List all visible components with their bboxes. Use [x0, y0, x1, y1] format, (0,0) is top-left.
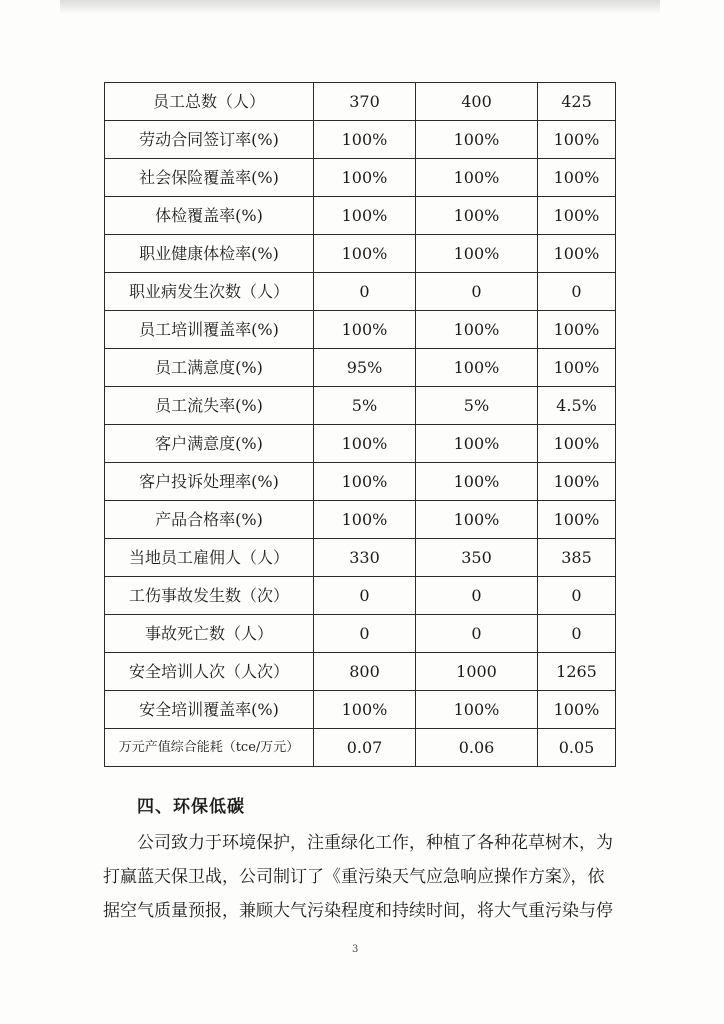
table-row	[105, 729, 616, 767]
table-row	[105, 653, 616, 691]
row-value-1: 100%	[314, 235, 416, 273]
row-value-1: 0	[314, 577, 416, 615]
row-value-2: 100%	[416, 691, 538, 729]
row-value-1: 95%	[314, 349, 416, 387]
table-row	[105, 577, 616, 615]
row-value-3: 0	[538, 615, 616, 653]
row-value-1: 0	[314, 615, 416, 653]
row-label: 事故死亡数（人）	[105, 615, 314, 653]
row-value-3: 100%	[538, 121, 616, 159]
table-row	[105, 349, 616, 387]
row-value-2: 0	[416, 577, 538, 615]
row-value-3: 4.5%	[538, 387, 616, 425]
row-value-3: 100%	[538, 235, 616, 273]
row-value-3: 100%	[538, 159, 616, 197]
row-value-1: 330	[314, 539, 416, 577]
scan-edge-shadow	[60, 0, 660, 14]
row-label: 员工流失率(%)	[105, 387, 314, 425]
row-value-3: 100%	[538, 691, 616, 729]
page-number: 3	[352, 944, 359, 955]
row-label: 产品合格率(%)	[105, 501, 314, 539]
table-row	[105, 425, 616, 463]
row-value-2: 400	[416, 83, 538, 121]
table-row	[105, 83, 616, 121]
row-value-1: 100%	[314, 311, 416, 349]
row-label: 员工总数（人）	[105, 83, 314, 121]
row-value-2: 100%	[416, 311, 538, 349]
row-label: 当地员工雇佣人（人）	[105, 539, 314, 577]
row-value-2: 0.06	[416, 729, 538, 767]
row-label: 客户满意度(%)	[105, 425, 314, 463]
row-value-3: 100%	[538, 501, 616, 539]
row-value-3: 0	[538, 577, 616, 615]
row-label: 员工满意度(%)	[105, 349, 314, 387]
row-value-2: 100%	[416, 235, 538, 273]
row-value-2: 100%	[416, 463, 538, 501]
row-label: 劳动合同签订率(%)	[105, 121, 314, 159]
row-value-1: 100%	[314, 197, 416, 235]
table-row	[105, 615, 616, 653]
row-value-3: 100%	[538, 349, 616, 387]
row-value-2: 100%	[416, 159, 538, 197]
row-value-2: 100%	[416, 349, 538, 387]
row-value-2: 1000	[416, 653, 538, 691]
table-row	[105, 235, 616, 273]
row-label: 安全培训覆盖率(%)	[105, 691, 314, 729]
row-value-2: 350	[416, 539, 538, 577]
row-label: 体检覆盖率(%)	[105, 197, 314, 235]
table-row	[105, 463, 616, 501]
row-value-2: 100%	[416, 197, 538, 235]
row-label: 职业病发生次数（人）	[105, 273, 314, 311]
row-value-3: 425	[538, 83, 616, 121]
row-value-1: 800	[314, 653, 416, 691]
row-label: 万元产值综合能耗（tce/万元）	[105, 729, 314, 767]
table-row	[105, 273, 616, 311]
table-row	[105, 159, 616, 197]
paragraph-line: 据空气质量预报，兼顾大气污染程度和持续时间，将大气重污染与停	[103, 901, 613, 921]
row-label: 员工培训覆盖率(%)	[105, 311, 314, 349]
row-value-1: 100%	[314, 121, 416, 159]
row-label: 安全培训人次（人次）	[105, 653, 314, 691]
table-row	[105, 387, 616, 425]
row-value-1: 0.07	[314, 729, 416, 767]
table-row	[105, 539, 616, 577]
row-value-2: 100%	[416, 425, 538, 463]
row-value-1: 5%	[314, 387, 416, 425]
table-row	[105, 311, 616, 349]
section-heading: 四、环保低碳	[137, 797, 245, 817]
row-value-2: 0	[416, 273, 538, 311]
table-row	[105, 197, 616, 235]
row-label: 社会保险覆盖率(%)	[105, 159, 314, 197]
row-value-3: 385	[538, 539, 616, 577]
row-value-1: 100%	[314, 501, 416, 539]
row-value-2: 0	[416, 615, 538, 653]
row-value-1: 100%	[314, 463, 416, 501]
row-label: 客户投诉处理率(%)	[105, 463, 314, 501]
row-value-1: 100%	[314, 425, 416, 463]
row-value-3: 0.05	[538, 729, 616, 767]
paragraph-line: 公司致力于环境保护，注重绿化工作，种植了各种花草树木，为	[137, 833, 613, 853]
row-label: 职业健康体检率(%)	[105, 235, 314, 273]
body-paragraph	[103, 826, 613, 928]
row-value-3: 100%	[538, 425, 616, 463]
row-value-1: 370	[314, 83, 416, 121]
indicator-table	[104, 82, 616, 767]
table-row	[105, 121, 616, 159]
row-value-3: 100%	[538, 463, 616, 501]
row-label: 工伤事故发生数（次）	[105, 577, 314, 615]
row-value-2: 100%	[416, 501, 538, 539]
row-value-3: 100%	[538, 197, 616, 235]
row-value-1: 100%	[314, 691, 416, 729]
paragraph-line: 打赢蓝天保卫战，公司制订了《重污染天气应急响应操作方案》，依	[103, 867, 605, 887]
row-value-1: 100%	[314, 159, 416, 197]
table-row	[105, 691, 616, 729]
row-value-2: 5%	[416, 387, 538, 425]
table-row	[105, 501, 616, 539]
row-value-1: 0	[314, 273, 416, 311]
row-value-2: 100%	[416, 121, 538, 159]
row-value-3: 0	[538, 273, 616, 311]
row-value-3: 100%	[538, 311, 616, 349]
row-value-3: 1265	[538, 653, 616, 691]
